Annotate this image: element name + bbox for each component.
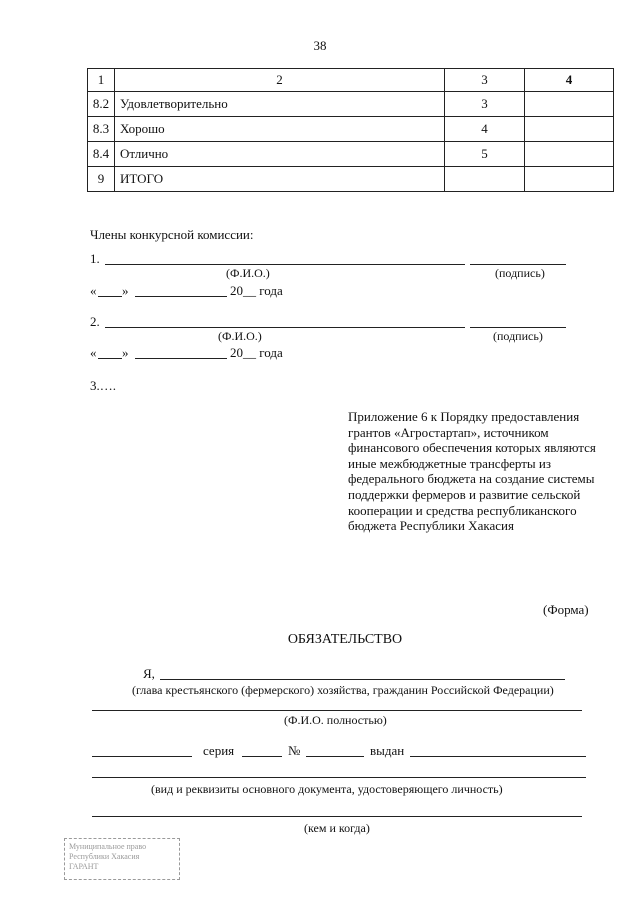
- head-caption: (глава крестьянского (фермерского) хозяйства, гражданин Российской Федерации): [132, 683, 554, 697]
- member-2-date-open: «: [90, 345, 97, 360]
- member-3: 3.….: [90, 378, 116, 393]
- member-1-month-line: [135, 296, 227, 297]
- member-2-name-line: [105, 327, 465, 328]
- member-1-number: 1.: [90, 251, 100, 266]
- row-criterion: Удовлетворительно: [115, 92, 445, 117]
- row-value: [525, 92, 614, 117]
- member-2-fio-caption: (Ф.И.О.): [218, 329, 262, 343]
- member-1-day-line: [98, 296, 122, 297]
- page-number: 38: [313, 38, 327, 53]
- member-1-date-mid: »: [122, 283, 129, 298]
- member-2-month-line: [135, 358, 227, 359]
- seria-label: серия: [203, 743, 235, 758]
- stamp-line: ГАРАНТ: [69, 862, 99, 871]
- member-2-date-year: 20__ года: [230, 345, 283, 360]
- head-name-line: [160, 679, 565, 680]
- row-number: 8.4: [88, 142, 115, 167]
- number-label: №: [288, 743, 301, 758]
- doc-details-line: [92, 777, 586, 778]
- by-whom-caption: (кем и когда): [304, 821, 370, 835]
- appendix-note: Приложение 6 к Порядку предоставления грантов «Агростартап», источником финансового обеспечения которых являются иные межбюджетные трансферты из федерального бюджета на создание системы поддержки фермеров и развитие сельской кооперации и средства республиканского бюджета Республики Хакасия: [348, 409, 596, 534]
- doc-type-line: [92, 756, 192, 757]
- row-number: 8.2: [88, 92, 115, 117]
- table-row: [88, 167, 614, 192]
- member-1-date-year: 20__ года: [230, 283, 283, 298]
- member-1-signature-caption: (подпись): [495, 266, 545, 280]
- row-number: 9: [88, 167, 115, 192]
- table-header-cell: 3: [445, 69, 525, 92]
- member-2-signature-caption: (подпись): [493, 329, 543, 343]
- member-1-fio-caption: (Ф.И.О.): [226, 266, 270, 280]
- member-1-name-line: [105, 264, 465, 265]
- stamp-line: Республики Хакасия: [69, 852, 140, 861]
- member-2-day-line: [98, 358, 122, 359]
- form-label: (Форма): [543, 602, 589, 617]
- table-row: [88, 142, 614, 167]
- issued-label: выдан: [370, 743, 405, 758]
- stamp-line: Муниципальное право: [69, 842, 147, 851]
- row-number: 8.3: [88, 117, 115, 142]
- full-name-caption: (Ф.И.О. полностью): [284, 713, 387, 727]
- member-2-date-mid: »: [122, 345, 129, 360]
- table-header-cell: 4: [525, 69, 614, 92]
- table-header-cell: 2: [115, 69, 445, 92]
- table-header-row: [88, 69, 614, 92]
- row-criterion: Хорошо: [115, 117, 445, 142]
- row-criterion: Отлично: [115, 142, 445, 167]
- obligation-title: ОБЯЗАТЕЛЬСТВО: [287, 632, 403, 647]
- row-score: 5: [445, 142, 525, 167]
- score-table: [87, 68, 614, 192]
- table-row: [88, 117, 614, 142]
- watermark-stamp: [64, 838, 180, 880]
- seria-line: [242, 756, 282, 757]
- by-whom-line: [92, 816, 582, 817]
- member-1-date-open: «: [90, 283, 97, 298]
- ya-label: Я,: [143, 666, 155, 681]
- member-2-number: 2.: [90, 314, 100, 329]
- full-name-line: [92, 710, 582, 711]
- row-score: 4: [445, 117, 525, 142]
- table-header-cell: 1: [88, 69, 115, 92]
- row-value: [525, 167, 614, 192]
- doc-caption: (вид и реквизиты основного документа, удостоверяющего личность): [151, 782, 503, 796]
- row-value: [525, 142, 614, 167]
- row-value: [525, 117, 614, 142]
- number-line: [306, 756, 364, 757]
- commission-heading: Члены конкурсной комиссии:: [90, 227, 254, 242]
- issued-line: [410, 756, 586, 757]
- table-row: [88, 92, 614, 117]
- row-criterion: ИТОГО: [115, 167, 445, 192]
- row-score: 3: [445, 92, 525, 117]
- row-score: [445, 167, 525, 192]
